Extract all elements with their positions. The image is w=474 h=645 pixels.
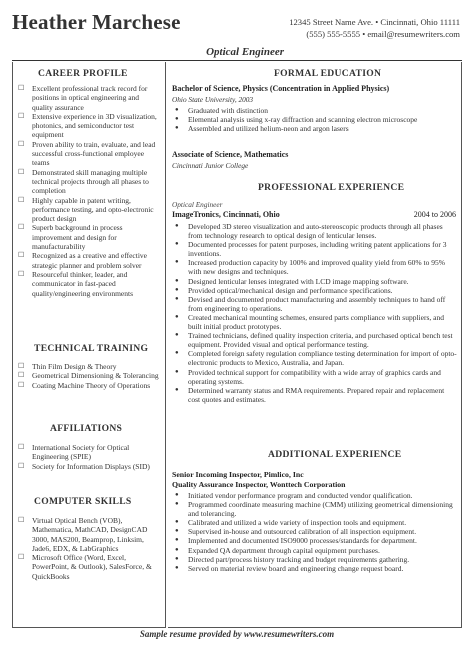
experience-item: ● Completed foreign safety regulation compliance testing determination for import of opto-electronic products to Mexico, Australia, and Japan. bbox=[172, 349, 458, 367]
additional-experience-item: ● Directed part/process history tracking and budget requirements gathering. bbox=[172, 555, 458, 564]
formal-education-heading: FORMAL EDUCATION bbox=[274, 68, 382, 79]
bachelor-details-list bbox=[172, 106, 458, 133]
education-detail-item: ● Graduated with distinction bbox=[172, 106, 458, 115]
degree-associate: Associate of Science, Mathematics bbox=[172, 150, 289, 159]
career-profile-item: ☐ Highly capable in patent writing, performance testing, and opto-electronic product design bbox=[16, 196, 160, 224]
candidate-name: Heather Marchese bbox=[12, 10, 181, 34]
additional-bullets bbox=[172, 491, 458, 573]
technical-training-heading: TECHNICAL TRAINING bbox=[34, 343, 149, 354]
career-profile-item: ☐ Demonstrated skill managing multiple technical projects through all phases to completion bbox=[16, 168, 160, 196]
career-profile-item: ☐ Extensive experience in 3D visualization, photonics, and semiconductor test equipment bbox=[16, 112, 160, 140]
career-profile-item: ☐ Superb background in process improvement and design for manufacturability bbox=[16, 223, 160, 251]
experience-item: ● Provided optical/mechanical design and performance specifications. bbox=[172, 286, 458, 295]
career-profile-item: ☐ Resourceful thinker, leader, and communicator in fast-paced quality/engineering environments bbox=[16, 270, 160, 298]
career-profile-item: ☐ Proven ability to train, evaluate, and lead successful cross-functional employee teams bbox=[16, 140, 160, 168]
job-title: Optical Engineer bbox=[206, 46, 284, 58]
additional-experience-item: ● Calibrated and utilized a wide variety of inspection tools and equipment. bbox=[172, 518, 458, 527]
computer-skills-list bbox=[16, 516, 160, 581]
experience-item: ● Created mechanical mounting schemes, ensured parts compliance with suppliers, and built initial product prototypes. bbox=[172, 313, 458, 331]
additional-role-pimlico: Senior Incoming Inspector, Pimlico, Inc bbox=[172, 470, 304, 479]
career-profile-item: ☐ Recognized as a creative and effective strategic planner and problem solver bbox=[16, 251, 160, 270]
affiliation-item: ☐ Society for Information Displays (SID) bbox=[16, 462, 160, 471]
experience-dates: 2004 to 2006 bbox=[413, 210, 456, 219]
technical-training-item: ☐ Thin Film Design & Theory bbox=[16, 362, 160, 371]
additional-experience-item: ● Expanded QA department through capital equipment purchases. bbox=[172, 546, 458, 555]
phone-email-line: (555) 555-5555 • email@resumewriters.com bbox=[306, 29, 460, 39]
affiliations-list bbox=[16, 443, 160, 471]
technical-training-item: ☐ Geometrical Dimensioning & Tolerancing bbox=[16, 371, 160, 380]
experience-item: ● Devised and documented product manufacturing and assembly techniques to hand off from engineering to operations. bbox=[172, 295, 458, 313]
affiliation-item: ☐ International Society for Optical Engineering (SPIE) bbox=[16, 443, 160, 462]
experience-bullets bbox=[172, 222, 458, 404]
address-line: 12345 Street Name Ave. • Cincinnati, Ohio 11111 bbox=[289, 17, 460, 27]
additional-role-wonttech: Quality Assurance Inspector, Wonttech Corporation bbox=[172, 480, 346, 489]
experience-item: ● Developed 3D stereo visualization and auto-stereoscopic products through all phases from technology research to optical design of lenticular lenses. bbox=[172, 222, 458, 240]
computer-skill-item: ☐ Microsoft Office (Word, Excel, PowerPoint, & Outlook), SalesForce, & QuickBooks bbox=[16, 553, 160, 581]
school-bachelor: Ohio State University, 2003 bbox=[172, 95, 254, 104]
experience-company: ImageTronics, Cincinnati, Ohio bbox=[172, 210, 280, 219]
affiliations-heading: AFFILIATIONS bbox=[50, 423, 123, 434]
education-detail-item: ● Elemental analysis using x-ray diffraction and scanning electron microscope bbox=[172, 115, 458, 124]
footer-credit: Sample resume provided by www.resumewriters.com bbox=[139, 629, 335, 639]
additional-experience-item: ● Supervised in-house and outsourced calibration of all inspection equipment. bbox=[172, 527, 458, 536]
experience-item: ● Trained technicians, defined quality inspection criteria, and purchased optical bench test equipment. Provided visual and optical performance testing. bbox=[172, 331, 458, 349]
degree-bachelor: Bachelor of Science, Physics (Concentration in Applied Physics) bbox=[172, 84, 390, 93]
professional-experience-heading: PROFESSIONAL EXPERIENCE bbox=[258, 182, 405, 193]
contact-block bbox=[289, 16, 460, 40]
additional-experience-item: ● Initiated vendor performance program and conducted vendor qualification. bbox=[172, 491, 458, 500]
experience-item: ● Provided technical support for compatibility with a wide array of graphics cards and operating systems. bbox=[172, 368, 458, 386]
career-profile-list bbox=[16, 84, 160, 298]
technical-training-item: ☐ Coating Machine Theory of Operations bbox=[16, 381, 160, 390]
computer-skill-item: ☐ Virtual Optical Bench (VOB), Mathematica, MathCAD, DesignCAD 3000, MAS200, Beamprop, Linksim, Jade6, EDX, & LabGraphics bbox=[16, 516, 160, 553]
experience-role: Optical Engineer bbox=[172, 200, 223, 209]
technical-training-list bbox=[16, 362, 160, 390]
experience-item: ● Determined warranty status and RMA requirements. Prepared repair and replacement cost quotes and estimates. bbox=[172, 386, 458, 404]
additional-experience-item: ● Programmed coordinate measuring machine (CMM) utilizing geometrical dimensioning and tolerancing. bbox=[172, 500, 458, 518]
education-detail-item: ● Assembled and utilized helium-neon and argon lasers bbox=[172, 124, 458, 133]
experience-item: ● Documented processes for patent purposes, including writing patent applications for 3 inventions. bbox=[172, 240, 458, 258]
computer-skills-heading: COMPUTER SKILLS bbox=[34, 496, 132, 507]
school-associate: Cincinnati Junior College bbox=[172, 161, 249, 170]
career-profile-heading: CAREER PROFILE bbox=[38, 68, 128, 79]
header-divider bbox=[12, 60, 462, 61]
experience-item: ● Designed lenticular lenses integrated with LCD image mapping software. bbox=[172, 277, 458, 286]
additional-experience-heading: ADDITIONAL EXPERIENCE bbox=[268, 449, 402, 460]
additional-experience-item: ● Implemented and documented ISO9000 processes/standards for department. bbox=[172, 536, 458, 545]
career-profile-item: ☐ Excellent professional track record for positions in optical engineering and quality assurance bbox=[16, 84, 160, 112]
additional-experience-item: ● Served on material review board and engineering change request board. bbox=[172, 564, 458, 573]
experience-item: ● Increased production capacity by 100% and improved quality yield from 60% to 95% with new designs and techniques. bbox=[172, 258, 458, 276]
